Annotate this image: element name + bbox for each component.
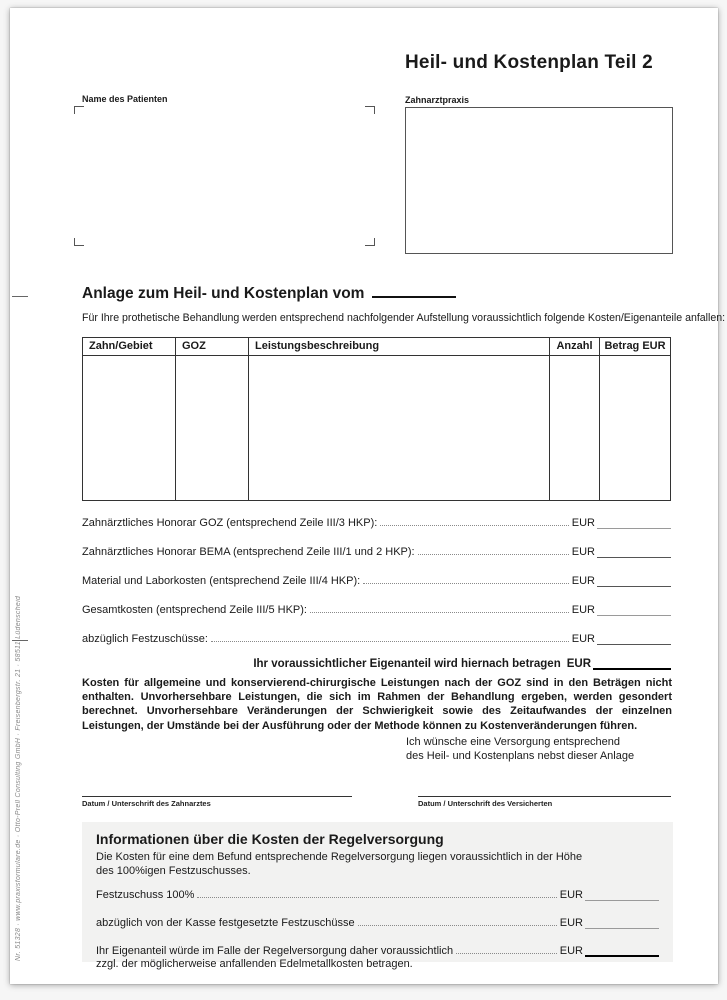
signature-block-dentist bbox=[82, 796, 352, 808]
signature-line-insured[interactable] bbox=[418, 796, 671, 797]
infobox-row-festzuschuss bbox=[96, 887, 659, 901]
table-body-cell-goz[interactable] bbox=[176, 356, 249, 500]
total-eigenanteil-line bbox=[82, 654, 671, 670]
amount-field[interactable] bbox=[597, 515, 671, 529]
table-body-cell-betrag[interactable] bbox=[600, 356, 670, 500]
services-table bbox=[82, 337, 671, 501]
infobox-row-label: abzüglich von der Kasse festgesetzte Festzuschüsse bbox=[96, 917, 355, 929]
total-amount-field[interactable] bbox=[593, 655, 671, 670]
cost-line-honorar-bema bbox=[82, 543, 671, 558]
infobox-row-abzueglich-kasse bbox=[96, 915, 659, 929]
regelversorgung-infobox bbox=[82, 822, 673, 970]
currency-label: EUR bbox=[566, 658, 591, 670]
cost-line-gesamtkosten bbox=[82, 601, 671, 616]
amount-field[interactable] bbox=[597, 631, 671, 645]
currency-label: EUR bbox=[559, 889, 583, 901]
fold-mark-top bbox=[12, 296, 28, 297]
amount-field[interactable] bbox=[585, 916, 659, 929]
dotted-leader bbox=[363, 583, 569, 584]
infobox-row-label: Festzuschuss 100% bbox=[96, 889, 195, 901]
currency-label: EUR bbox=[571, 604, 595, 616]
wish-line-2: des Heil- und Kostenplans nebst dieser Anlage bbox=[406, 750, 635, 762]
anlage-heading bbox=[82, 285, 456, 303]
table-body-cell-leistungsbeschreibung[interactable] bbox=[249, 356, 550, 500]
anlage-intro: Für Ihre prothetische Behandlung werden entsprechend nachfolgender Aufstellung voraussichtlich folgende Kosten/Eigenanteile anfallen: bbox=[82, 312, 726, 324]
cost-line-label: Gesamtkosten (entsprechend Zeile III/5 HKP): bbox=[82, 604, 307, 616]
currency-label: EUR bbox=[571, 517, 595, 529]
cost-line-label: Material und Laborkosten (entsprechend Zeile III/4 HKP): bbox=[82, 575, 361, 587]
cost-line-honorar-goz bbox=[82, 514, 671, 529]
cost-line-material-labor bbox=[82, 572, 671, 587]
infobox-row-eigenanteil bbox=[96, 943, 659, 957]
print-reference-vertical-text: Nr. 51328 · www.praxisformulare.de · Otto-Prell Consulting GmbH · Freisenbergstr. 21 · 58511 Lüdenscheid bbox=[15, 595, 22, 961]
cost-notice-paragraph: Kosten für allgemeine und konservierend-chirurgische Leistungen nach der GOZ sind in den Beträgen nicht enthalten. Unvorhersehbare Leistungen, die sich im Rahmen der Behandlung ergeben, werden gesondert berechnet. Unvorhersehbare Veränderungen der Schwierigkeit sowie des Zeitaufwandes der einzelnen Leistungen, der Umstände bei der Ausführung oder der Methode können zu Kostenveränderungen führen. bbox=[82, 677, 672, 732]
wish-line-1: Ich wünsche eine Versorgung entsprechend bbox=[406, 736, 621, 748]
dotted-leader bbox=[456, 953, 557, 954]
infobox-intro: Die Kosten für eine dem Befund entsprechende Regelversorgung liegen voraussichtlich in der Höhe des 100%igen Festzuschusses. bbox=[96, 851, 583, 877]
dotted-leader bbox=[211, 641, 569, 642]
address-window-corner-top-right bbox=[365, 106, 375, 114]
address-window-corner-bottom-right bbox=[365, 238, 375, 246]
patient-name-label: Name des Patienten bbox=[82, 94, 168, 104]
table-body-cell-anzahl[interactable] bbox=[550, 356, 600, 500]
dotted-leader bbox=[197, 897, 556, 898]
cost-line-label: Zahnärztliches Honorar BEMA (entsprechend Zeile III/1 und 2 HKP): bbox=[82, 546, 415, 558]
dotted-leader bbox=[380, 525, 568, 526]
cost-line-label: Zahnärztliches Honorar GOZ (entsprechend Zeile III/3 HKP): bbox=[82, 517, 378, 529]
amount-field[interactable] bbox=[585, 888, 659, 901]
column-header-betrag-eur: Betrag EUR bbox=[600, 338, 670, 356]
column-header-anzahl: Anzahl bbox=[550, 338, 600, 356]
praxis-label: Zahnarztpraxis bbox=[405, 95, 470, 105]
praxis-address-field[interactable] bbox=[405, 107, 673, 254]
cost-line-festzuschuesse bbox=[82, 630, 671, 645]
currency-label: EUR bbox=[559, 917, 583, 929]
anlage-heading-text: Anlage zum Heil- und Kostenplan vom bbox=[82, 285, 365, 302]
dotted-leader bbox=[418, 554, 569, 555]
patient-wish-statement bbox=[406, 735, 634, 763]
table-body-cell-zahn-gebiet[interactable] bbox=[83, 356, 176, 500]
infobox-row-label: Ihr Eigenanteil würde im Falle der Regelversorgung daher voraussichtlich bbox=[96, 945, 454, 957]
column-header-goz: GOZ bbox=[176, 338, 249, 356]
infobox-footline: zzgl. der möglicherweise anfallenden Edelmetallkosten betragen. bbox=[96, 958, 413, 970]
dotted-leader bbox=[358, 925, 557, 926]
dotted-leader bbox=[310, 612, 569, 613]
column-header-leistungsbeschreibung: Leistungsbeschreibung bbox=[249, 338, 550, 356]
address-window-corner-top-left bbox=[74, 106, 84, 114]
currency-label: EUR bbox=[559, 945, 583, 957]
page-title: Heil- und Kostenplan Teil 2 bbox=[405, 52, 653, 73]
amount-field[interactable] bbox=[597, 544, 671, 558]
currency-label: EUR bbox=[571, 546, 595, 558]
currency-label: EUR bbox=[571, 575, 595, 587]
date-field[interactable] bbox=[372, 296, 456, 298]
amount-field[interactable] bbox=[597, 602, 671, 616]
address-window-corner-bottom-left bbox=[74, 238, 84, 246]
signature-label-dentist: Datum / Unterschrift des Zahnarztes bbox=[82, 799, 211, 808]
signature-block-insured bbox=[418, 796, 671, 808]
signature-line-dentist[interactable] bbox=[82, 796, 352, 797]
total-label: Ihr voraussichtlicher Eigenanteil wird hiernach betragen bbox=[253, 658, 561, 670]
cost-line-label: abzüglich Festzuschüsse: bbox=[82, 633, 208, 645]
column-header-zahn-gebiet: Zahn/Gebiet bbox=[83, 338, 176, 356]
amount-field[interactable] bbox=[597, 573, 671, 587]
total-amount-field[interactable] bbox=[585, 943, 659, 957]
infobox-heading: Informationen über die Kosten der Regelversorgung bbox=[96, 831, 444, 847]
form-page bbox=[10, 8, 726, 984]
currency-label: EUR bbox=[571, 633, 595, 645]
signature-label-insured: Datum / Unterschrift des Versicherten bbox=[418, 799, 553, 808]
